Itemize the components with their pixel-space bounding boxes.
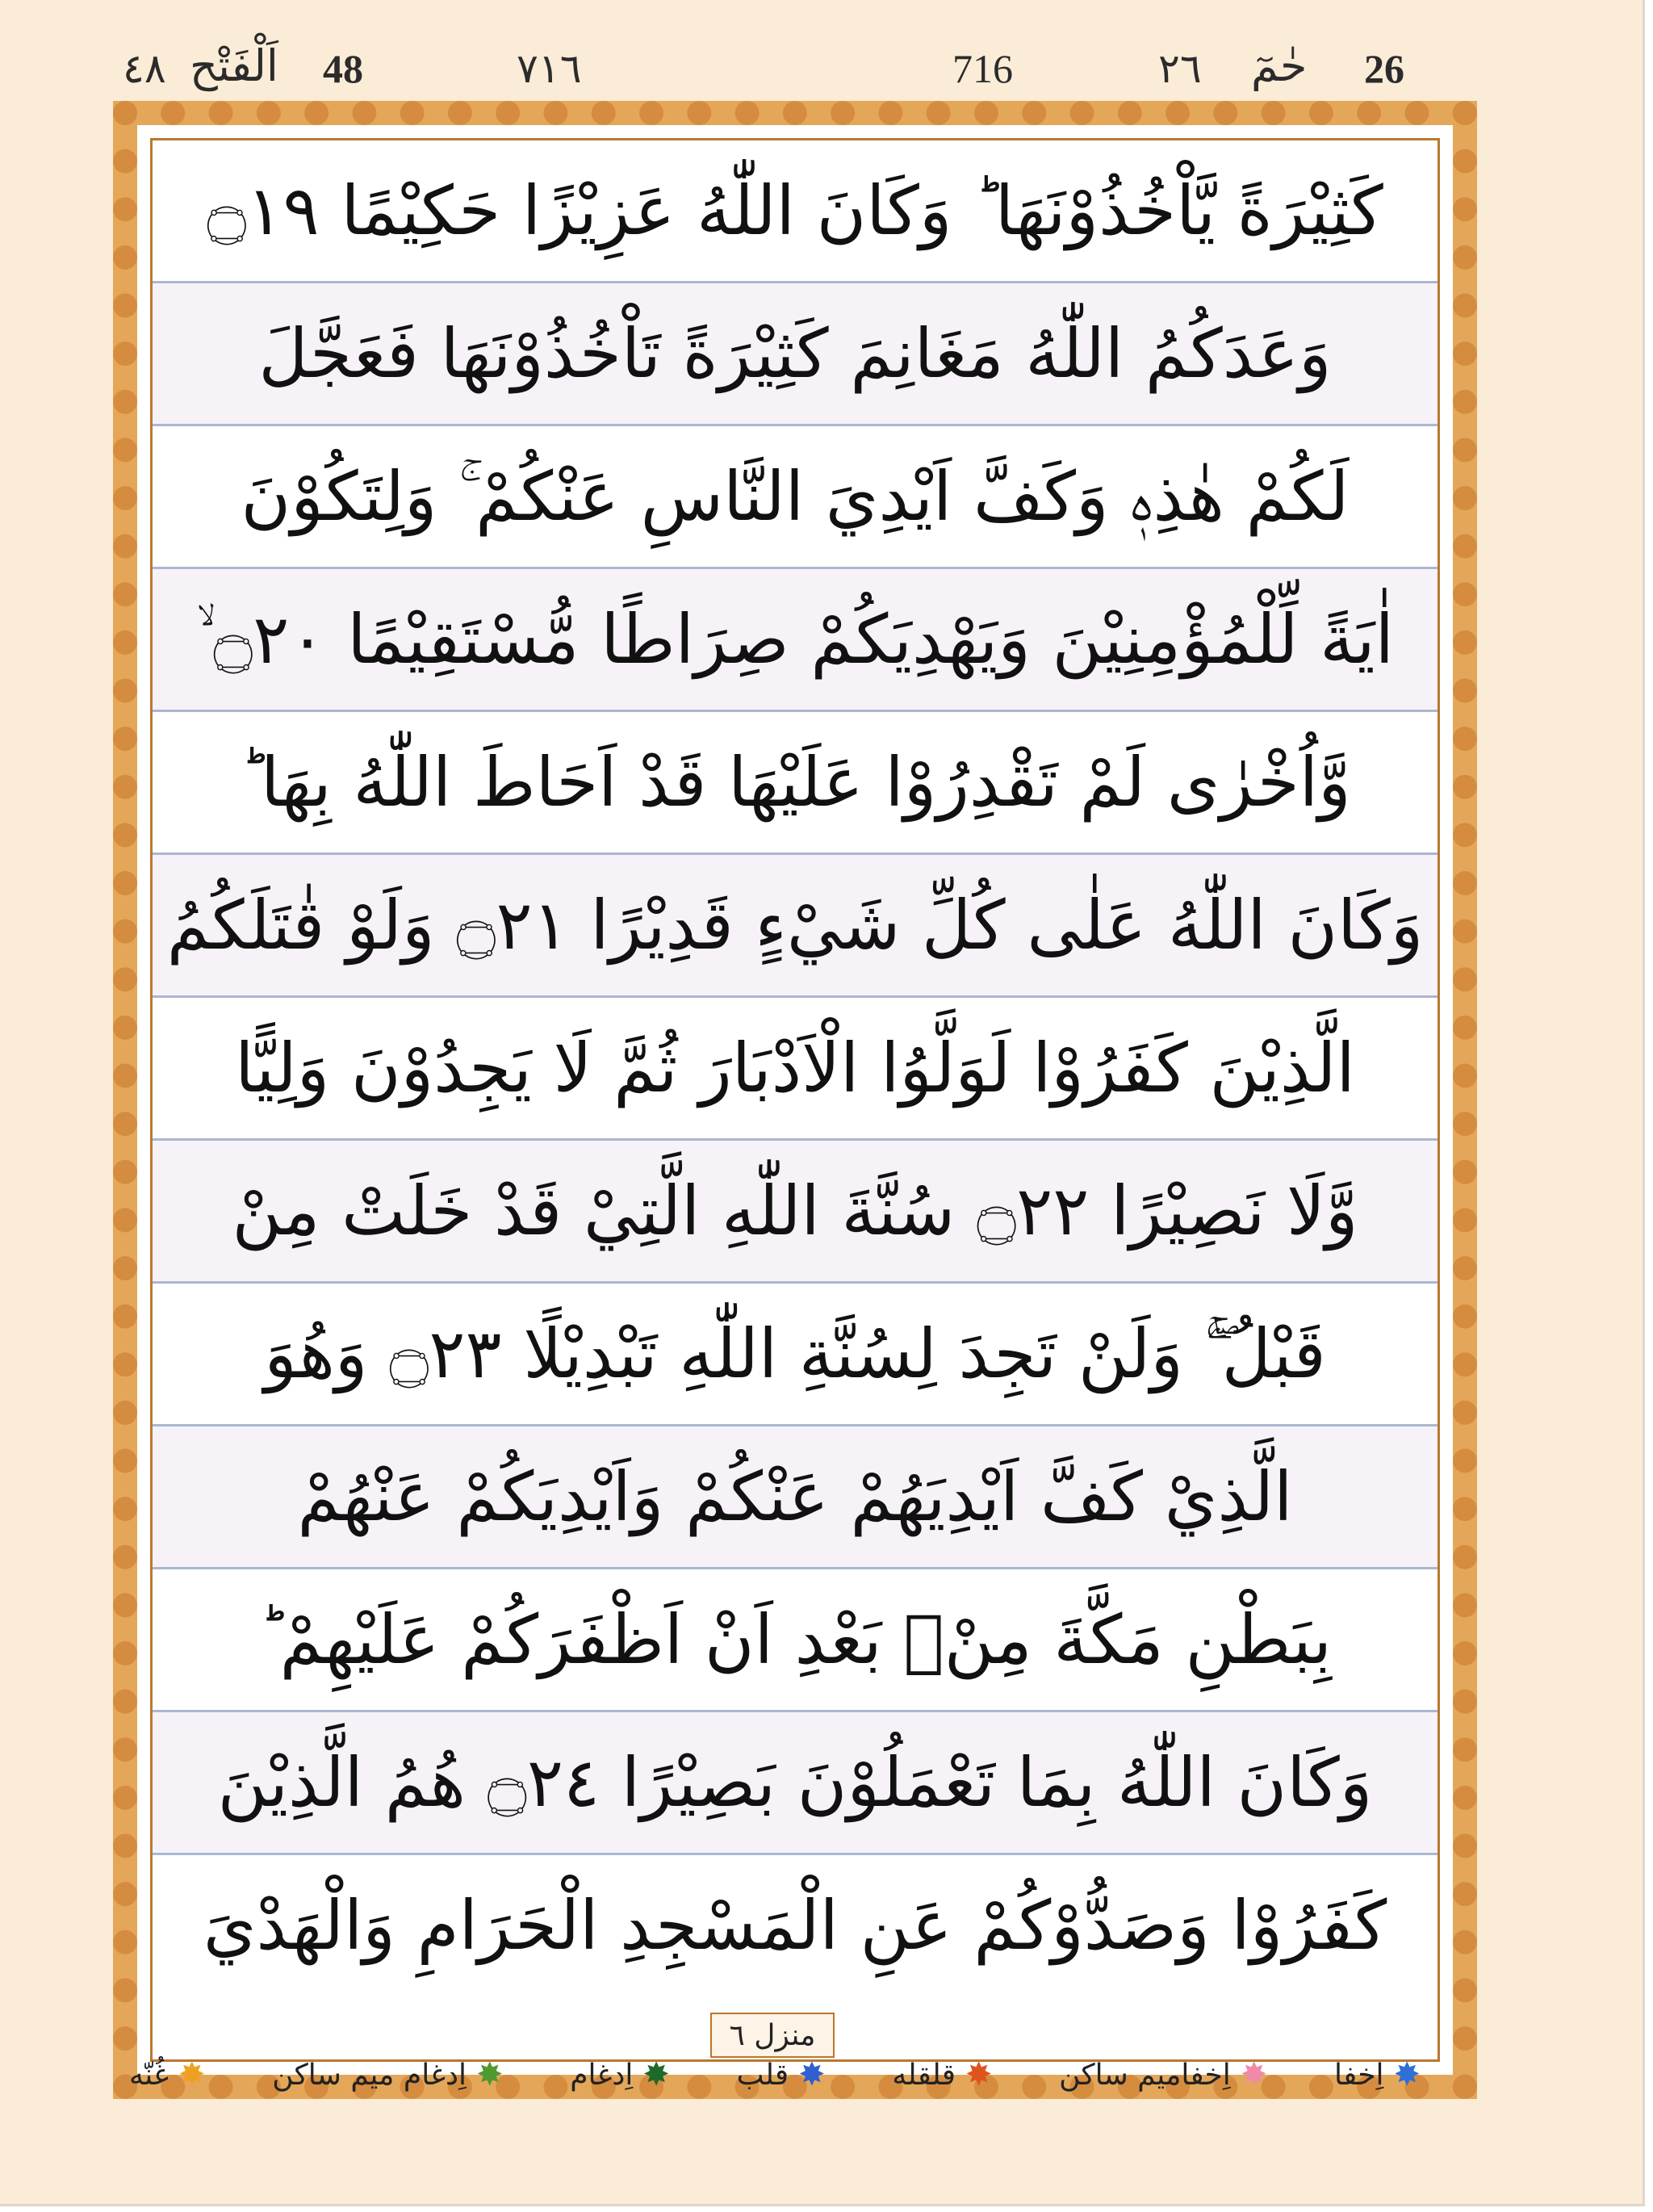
line-text: وَّاُخْرٰى لَمْ تَقْدِرُوْا عَلَيْهَا قَدْ اَحَاطَ اللّٰهُ بِهَا ؕ	[239, 743, 1351, 822]
text-line-8	[153, 1141, 1437, 1284]
legend-item	[892, 2056, 993, 2093]
legend-item	[272, 2056, 504, 2093]
juz-number-arabic: ٢٦	[1158, 45, 1202, 92]
legend-item	[129, 2056, 206, 2093]
tajweed-legend	[129, 2051, 1421, 2099]
legend-label: اِخفامیم ساکن	[1059, 2058, 1231, 2092]
text-line-4	[153, 569, 1437, 712]
surah-number: 48	[323, 46, 363, 91]
legend-item	[1334, 2056, 1421, 2093]
manzil-label: منزل ٦	[710, 2013, 835, 2058]
line-text: قَبْلُ ۚۖ وَلَنْ تَجِدَ لِسُنَّةِ اللّٰهِ تَبْدِيْلًا ۝٢٣ وَهُوَ	[264, 1313, 1326, 1393]
text-line-1	[153, 140, 1437, 283]
legend-label: قلب	[736, 2058, 789, 2092]
legend-item	[1059, 2056, 1268, 2093]
line-text: بِبَطْنِ مَكَّةَ مِنْۢ بَعْدِ اَنْ اَظْفَرَكُمْ عَلَيْهِمْ ؕ	[257, 1600, 1333, 1679]
text-line-5	[153, 712, 1437, 855]
star-icon: ✸	[178, 2056, 206, 2093]
line-text: كَفَرُوْا وَصَدُّوْكُمْ عَنِ الْمَسْجِدِ الْحَرَامِ وَالْهَدْيَ	[203, 1886, 1387, 1965]
line-text: الَّذِيْ كَفَّ اَيْدِيَهُمْ عَنْكُمْ وَاَيْدِيَكُمْ عَنْهُمْ	[297, 1457, 1293, 1536]
line-text: اٰيَةً لِّلْمُؤْمِنِيْنَ وَيَهْدِيَكُمْ صِرَاطًا مُّسْتَقِيْمًا ۝٢٠ ۙ	[196, 599, 1394, 679]
line-text: كَثِيْرَةً يَّاْخُذُوْنَهَا ؕ وَكَانَ اللّٰهُ عَزِيْزًا حَكِيْمًا ۝١٩	[207, 171, 1383, 250]
juz-name: حٰمٓ	[1251, 40, 1308, 91]
text-line-3	[153, 426, 1437, 569]
star-icon: ✸	[1240, 2056, 1268, 2093]
star-icon: ✸	[965, 2056, 993, 2093]
text-line-12	[153, 1712, 1437, 1855]
text-line-13	[153, 1855, 1437, 1996]
text-line-10	[153, 1426, 1437, 1569]
ornamental-frame	[113, 101, 1477, 2099]
star-icon: ✸	[1393, 2056, 1421, 2093]
line-text: وَكَانَ اللّٰهُ بِمَا تَعْمَلُوْنَ بَصِيْرًا ۝٢٤ هُمُ الَّذِيْنَ	[217, 1743, 1373, 1822]
legend-item	[736, 2056, 826, 2093]
surah-name: اَلْفَتْح	[190, 40, 278, 91]
page-number-arabic: ٧١٦	[517, 45, 582, 92]
line-text: لَكُمْ هٰذِهٖ وَكَفَّ اَيْدِيَ النَّاسِ عَنْكُمْ ۚ وَلِتَكُوْنَ	[241, 456, 1350, 536]
legend-label: اِخفا	[1334, 2058, 1384, 2092]
text-line-6	[153, 855, 1437, 998]
line-text: الَّذِيْنَ كَفَرُوْا لَوَلَّوُا الْاَدْبَارَ ثُمَّ لَا يَجِدُوْنَ وَلِيًّا	[235, 1028, 1355, 1108]
legend-item	[570, 2056, 670, 2093]
star-icon: ✸	[476, 2056, 504, 2093]
line-text: وَكَانَ اللّٰهُ عَلٰى كُلِّ شَيْءٍ قَدِيْرًا ۝٢١ وَلَوْ قٰتَلَكُمُ	[166, 886, 1424, 965]
page-number: 716	[952, 46, 1013, 91]
legend-label: قلقله	[892, 2058, 956, 2092]
text-area	[150, 138, 1440, 2062]
text-line-11	[153, 1569, 1437, 1712]
text-line-9	[153, 1284, 1437, 1426]
legend-label: غُنّه	[129, 2058, 169, 2092]
surah-number-arabic: ٤٨	[123, 45, 166, 92]
legend-label: اِدغام	[570, 2058, 634, 2092]
star-icon: ✸	[798, 2056, 826, 2093]
star-icon: ✸	[642, 2056, 670, 2093]
legend-label: اِدغام میم ساکن	[272, 2058, 467, 2092]
line-text: وَّلَا نَصِيْرًا ۝٢٢ سُنَّةَ اللّٰهِ الَّتِيْ قَدْ خَلَتْ مِنْ	[232, 1171, 1358, 1251]
line-text: وَعَدَكُمُ اللّٰهُ مَغَانِمَ كَثِيْرَةً تَاْخُذُوْنَهَا فَعَجَّلَ	[258, 314, 1332, 393]
text-line-2	[153, 283, 1437, 426]
text-line-7	[153, 998, 1437, 1141]
juz-number: 26	[1364, 46, 1404, 91]
